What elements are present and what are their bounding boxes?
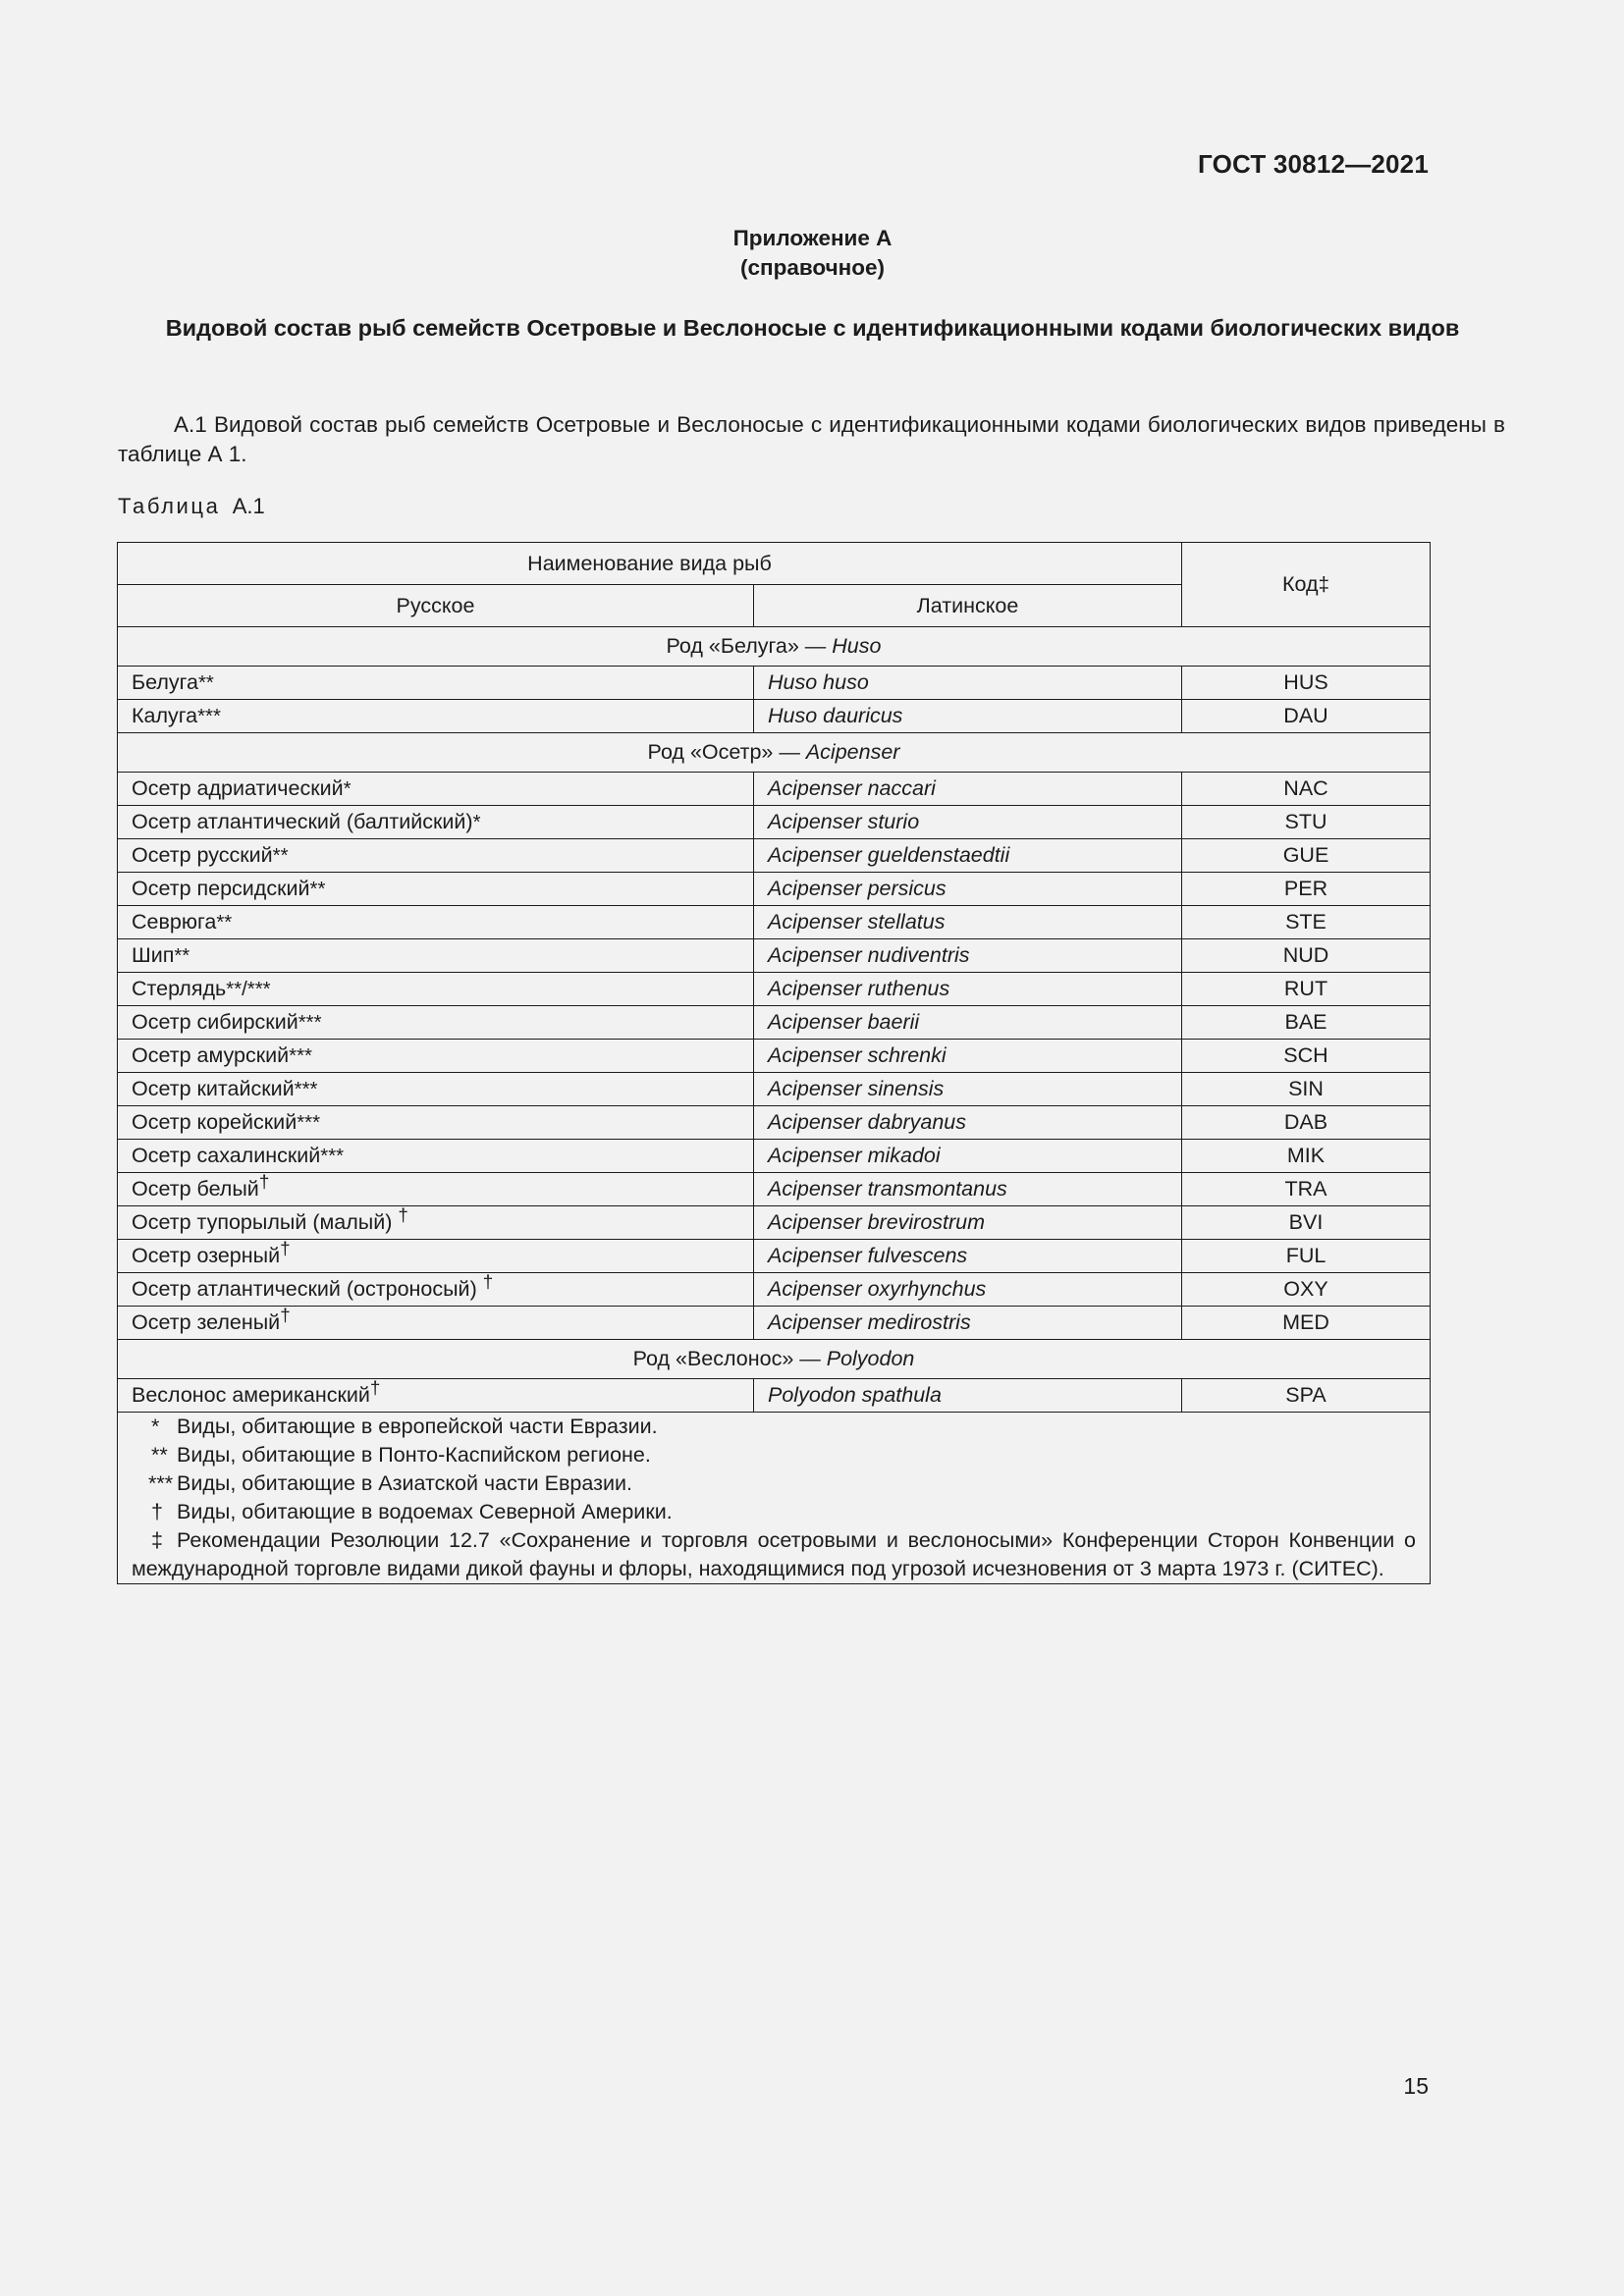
footnote-mark: ‡ bbox=[151, 1528, 163, 1552]
column-header-code-label: Код bbox=[1282, 572, 1319, 596]
species-code: STE bbox=[1182, 906, 1431, 939]
footnote-text: Виды, обитающие в европейской части Евразии. bbox=[177, 1415, 658, 1438]
species-name-russian bbox=[118, 1173, 754, 1206]
species-name-latin: Acipenser schrenki bbox=[754, 1040, 1182, 1073]
species-russian-text: Осетр тупорылый (малый) bbox=[132, 1210, 399, 1234]
species-name-russian bbox=[118, 1140, 754, 1173]
species-code: TRA bbox=[1182, 1173, 1431, 1206]
species-name-russian bbox=[118, 773, 754, 806]
species-footnote-mark: *** bbox=[298, 1012, 322, 1034]
column-header-russian: Русское bbox=[118, 585, 754, 627]
table-caption bbox=[118, 494, 265, 519]
species-russian-text: Осетр атлантический (балтийский) bbox=[132, 810, 473, 833]
footnote-text: Рекомендации Резолюции 12.7 «Сохранение и торговля осетровыми и веслоносыми» Конференции Сторон Конвенции о международной торговле видами дикой фауны и флоры, находящимися под угрозой исчезновения от 3 марта 1973 г. (СИТЕС). bbox=[132, 1528, 1416, 1580]
genus-row bbox=[118, 627, 1431, 667]
species-footnote-mark: ** bbox=[174, 945, 190, 967]
species-name-russian bbox=[118, 973, 754, 1006]
page-number: 15 bbox=[1403, 2073, 1429, 2099]
species-russian-text: Осетр персидский bbox=[132, 877, 310, 900]
table-row bbox=[118, 700, 1431, 733]
species-name-russian bbox=[118, 1206, 754, 1240]
footnote-line bbox=[132, 1498, 1416, 1526]
species-table-wrapper bbox=[117, 542, 1430, 1584]
species-name-latin: Acipenser mikadoi bbox=[754, 1140, 1182, 1173]
species-code: PER bbox=[1182, 873, 1431, 906]
species-footnote-mark: *** bbox=[320, 1146, 345, 1167]
table-row bbox=[118, 1173, 1431, 1206]
table-row bbox=[118, 1040, 1431, 1073]
genus-name-ru: Род «Веслонос» — bbox=[632, 1347, 827, 1370]
column-header-code bbox=[1182, 543, 1431, 627]
footnote-mark: † bbox=[151, 1500, 163, 1523]
species-table bbox=[117, 542, 1431, 1584]
table-row bbox=[118, 1379, 1431, 1413]
species-russian-text: Осетр амурский bbox=[132, 1043, 290, 1067]
species-footnote-mark: *** bbox=[197, 706, 221, 727]
species-footnote-mark: † bbox=[398, 1204, 408, 1226]
column-header-code-mark: ‡ bbox=[1318, 574, 1329, 596]
genus-name-ru: Род «Осетр» — bbox=[647, 740, 806, 764]
species-russian-text: Калуга bbox=[132, 704, 198, 727]
species-name-latin: Acipenser medirostris bbox=[754, 1307, 1182, 1340]
species-footnote-mark: * bbox=[472, 812, 481, 833]
species-russian-text: Осетр белый bbox=[132, 1177, 259, 1201]
table-caption-label: Таблица bbox=[118, 494, 221, 518]
footnote-text: Виды, обитающие в Понто-Каспийском регионе. bbox=[177, 1443, 651, 1467]
species-name-russian bbox=[118, 873, 754, 906]
species-footnote-mark: **/*** bbox=[226, 979, 271, 1000]
species-name-russian bbox=[118, 906, 754, 939]
table-row bbox=[118, 1206, 1431, 1240]
species-footnote-mark: *** bbox=[289, 1045, 312, 1067]
table-row bbox=[118, 1140, 1431, 1173]
table-body bbox=[118, 627, 1431, 1413]
species-name-latin: Acipenser sinensis bbox=[754, 1073, 1182, 1106]
table-head bbox=[118, 543, 1431, 627]
footnote-paragraph bbox=[132, 1526, 1416, 1583]
species-name-russian bbox=[118, 1307, 754, 1340]
species-name-latin: Acipenser dabryanus bbox=[754, 1106, 1182, 1140]
species-footnote-mark: ** bbox=[216, 912, 233, 934]
footnote-line bbox=[132, 1469, 1416, 1498]
species-name-latin: Acipenser brevirostrum bbox=[754, 1206, 1182, 1240]
table-row bbox=[118, 906, 1431, 939]
species-footnote-mark: ** bbox=[309, 879, 326, 900]
species-russian-text: Белуга bbox=[132, 670, 198, 694]
species-code: SCH bbox=[1182, 1040, 1431, 1073]
table-row bbox=[118, 1106, 1431, 1140]
genus-name-latin: Polyodon bbox=[826, 1347, 915, 1370]
species-name-latin: Huso huso bbox=[754, 667, 1182, 700]
species-name-russian bbox=[118, 806, 754, 839]
species-name-latin: Acipenser oxyrhynchus bbox=[754, 1273, 1182, 1307]
genus-name-latin: Acipenser bbox=[805, 740, 900, 764]
species-russian-text: Осетр сибирский bbox=[132, 1010, 298, 1034]
genus-label bbox=[118, 627, 1431, 667]
genus-label bbox=[118, 733, 1431, 773]
annex-title: Видовой состав рыб семейств Осетровые и Веслоносые с идентификационными кодами биологических видов bbox=[165, 315, 1460, 341]
species-name-latin: Acipenser gueldenstaedtii bbox=[754, 839, 1182, 873]
genus-row bbox=[118, 733, 1431, 773]
column-header-latin: Латинское bbox=[754, 585, 1182, 627]
table-row bbox=[118, 873, 1431, 906]
species-russian-text: Осетр русский bbox=[132, 843, 273, 867]
species-russian-text: Осетр атлантический (остроносый) bbox=[132, 1277, 483, 1301]
footnote-text: Виды, обитающие в Азиатской части Евразии. bbox=[177, 1471, 632, 1495]
species-footnote-mark: † bbox=[369, 1377, 381, 1399]
annex-name: Приложение А bbox=[732, 226, 893, 250]
species-russian-text: Осетр сахалинский bbox=[132, 1144, 321, 1167]
species-footnote-mark: † bbox=[258, 1171, 270, 1193]
species-code: BAE bbox=[1182, 1006, 1431, 1040]
table-row bbox=[118, 1273, 1431, 1307]
species-name-latin: Acipenser ruthenus bbox=[754, 973, 1182, 1006]
species-footnote-mark: *** bbox=[297, 1112, 321, 1134]
footnote-mark: * bbox=[151, 1415, 160, 1438]
species-name-latin: Acipenser persicus bbox=[754, 873, 1182, 906]
species-code: BVI bbox=[1182, 1206, 1431, 1240]
species-code: NAC bbox=[1182, 773, 1431, 806]
species-name-latin: Acipenser nudiventris bbox=[754, 939, 1182, 973]
species-code: DAB bbox=[1182, 1106, 1431, 1140]
species-name-russian bbox=[118, 1006, 754, 1040]
species-russian-text: Осетр китайский bbox=[132, 1077, 295, 1100]
footnote-text: Виды, обитающие в водоемах Северной Америки. bbox=[177, 1500, 673, 1523]
table-footnotes bbox=[118, 1413, 1431, 1584]
intro-paragraph: А.1 Видовой состав рыб семейств Осетровые и Веслоносые с идентификационными кодами биологических видов приведены в таблице А 1. bbox=[118, 412, 1505, 466]
species-code: OXY bbox=[1182, 1273, 1431, 1307]
genus-label bbox=[118, 1340, 1431, 1379]
species-russian-text: Севрюга bbox=[132, 910, 217, 934]
species-name-latin: Acipenser fulvescens bbox=[754, 1240, 1182, 1273]
species-code: FUL bbox=[1182, 1240, 1431, 1273]
table-row bbox=[118, 973, 1431, 1006]
species-russian-text: Осетр озерный bbox=[132, 1244, 281, 1267]
footnote-line bbox=[132, 1413, 1416, 1441]
species-code: STU bbox=[1182, 806, 1431, 839]
footnotes-cell bbox=[118, 1413, 1431, 1584]
species-code: MIK bbox=[1182, 1140, 1431, 1173]
species-code: DAU bbox=[1182, 700, 1431, 733]
species-name-latin: Polyodon spathula bbox=[754, 1379, 1182, 1413]
species-name-latin: Acipenser transmontanus bbox=[754, 1173, 1182, 1206]
genus-name-latin: Huso bbox=[832, 634, 882, 658]
species-name-russian bbox=[118, 1273, 754, 1307]
footnote-mark: *** bbox=[148, 1471, 174, 1495]
species-name-russian bbox=[118, 667, 754, 700]
species-name-latin: Acipenser naccari bbox=[754, 773, 1182, 806]
table-caption-number: А.1 bbox=[232, 494, 265, 518]
table-row bbox=[118, 839, 1431, 873]
table-row bbox=[118, 1006, 1431, 1040]
annex-heading-block bbox=[118, 224, 1507, 345]
species-russian-text: Шип bbox=[132, 943, 175, 967]
species-footnote-mark: † bbox=[482, 1271, 494, 1293]
species-russian-text: Стерлядь bbox=[132, 977, 227, 1000]
species-code: MED bbox=[1182, 1307, 1431, 1340]
species-footnote-mark: † bbox=[280, 1305, 291, 1326]
species-footnote-mark: *** bbox=[294, 1079, 318, 1100]
table-row bbox=[118, 1240, 1431, 1273]
species-name-latin: Acipenser stellatus bbox=[754, 906, 1182, 939]
column-header-name-group: Наименование вида рыб bbox=[118, 543, 1182, 585]
species-name-russian bbox=[118, 1379, 754, 1413]
species-russian-text: Осетр адриатический bbox=[132, 776, 344, 800]
species-name-russian bbox=[118, 1240, 754, 1273]
species-code: SIN bbox=[1182, 1073, 1431, 1106]
species-footnote-mark: ** bbox=[197, 672, 214, 694]
species-footnote-mark: * bbox=[343, 778, 352, 800]
species-footnote-mark: ** bbox=[272, 845, 289, 867]
standard-number-header: ГОСТ 30812—2021 bbox=[1198, 149, 1429, 179]
species-russian-text: Осетр корейский bbox=[132, 1110, 298, 1134]
species-code: SPA bbox=[1182, 1379, 1431, 1413]
species-name-russian bbox=[118, 839, 754, 873]
genus-name-ru: Род «Белуга» — bbox=[666, 634, 833, 658]
species-russian-text: Веслонос американский bbox=[132, 1383, 370, 1407]
species-name-russian bbox=[118, 700, 754, 733]
species-name-russian bbox=[118, 1040, 754, 1073]
species-name-russian bbox=[118, 1073, 754, 1106]
footnote-mark: ** bbox=[151, 1443, 168, 1467]
footnote-line bbox=[132, 1441, 1416, 1469]
species-code: HUS bbox=[1182, 667, 1431, 700]
species-code: RUT bbox=[1182, 973, 1431, 1006]
table-row bbox=[118, 939, 1431, 973]
table-row bbox=[118, 667, 1431, 700]
annex-kind: (справочное) bbox=[740, 255, 885, 280]
species-name-latin: Acipenser baerii bbox=[754, 1006, 1182, 1040]
table-row bbox=[118, 773, 1431, 806]
table-row bbox=[118, 806, 1431, 839]
genus-row bbox=[118, 1340, 1431, 1379]
species-name-russian bbox=[118, 1106, 754, 1140]
species-name-latin: Acipenser sturio bbox=[754, 806, 1182, 839]
species-russian-text: Осетр зеленый bbox=[132, 1310, 281, 1334]
species-name-russian bbox=[118, 939, 754, 973]
species-code: NUD bbox=[1182, 939, 1431, 973]
table-row bbox=[118, 1073, 1431, 1106]
species-name-latin: Huso dauricus bbox=[754, 700, 1182, 733]
species-code: GUE bbox=[1182, 839, 1431, 873]
species-footnote-mark: † bbox=[280, 1238, 291, 1259]
table-row bbox=[118, 1307, 1431, 1340]
